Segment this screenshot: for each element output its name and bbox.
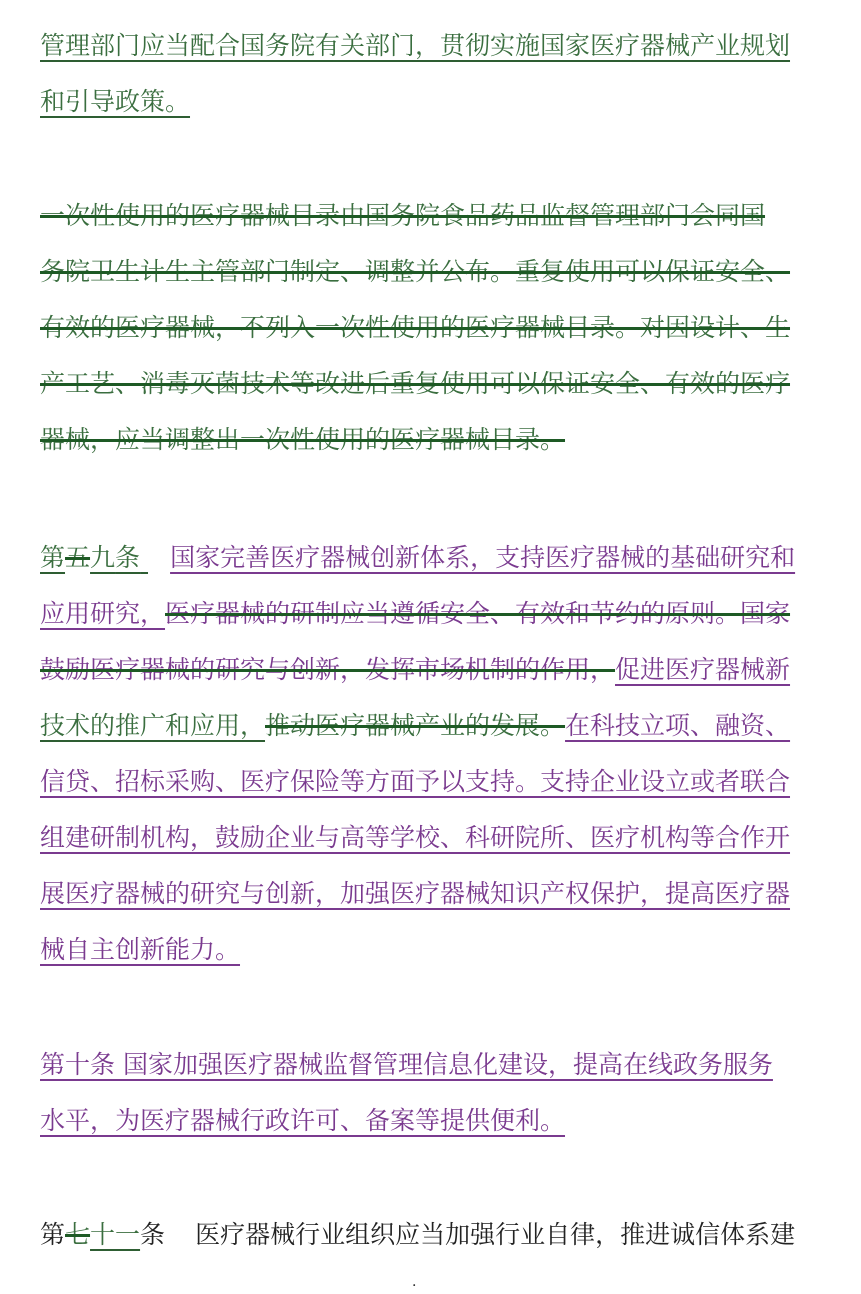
paragraph-article-eleven bbox=[40, 1207, 800, 1263]
page-footer-mark: · bbox=[412, 1278, 417, 1294]
inserted-text: 展医疗器械的研究与创新，加强医疗器械知识产权保护，提高医疗器 bbox=[40, 879, 791, 908]
deleted-article-number: 五 bbox=[65, 543, 91, 572]
deleted-text: 鼓励医疗器械的研究与创新，发挥市场机制的作用， bbox=[40, 655, 616, 684]
article-suffix: 条 bbox=[140, 1220, 166, 1249]
inserted-article-number: 十一 bbox=[90, 1220, 141, 1249]
paragraph-article-innovation bbox=[40, 530, 800, 978]
deleted-text: 有效的医疗器械，不列入一次性使用的医疗器械目录。对因设计、生 bbox=[40, 313, 791, 342]
deleted-text: 推动医疗器械产业的发展。 bbox=[265, 711, 566, 740]
deleted-text: 器械，应当调整出一次性使用的医疗器械目录。 bbox=[40, 425, 566, 454]
article-prefix: 第 bbox=[40, 543, 66, 572]
article-suffix: 条 bbox=[115, 543, 141, 572]
deleted-text: 产工艺、消毒灭菌技术等改进后重复使用可以保证安全、有效的医疗 bbox=[40, 369, 791, 398]
article-gap bbox=[140, 530, 170, 586]
inserted-text: 第十条 国家加强医疗器械监督管理信息化建设，提高在线政务服务 bbox=[40, 1050, 773, 1079]
paragraph-industry-policy bbox=[40, 18, 800, 130]
deleted-text: 医疗器械的研制应当遵循安全、有效和节约的原则。国家 bbox=[165, 599, 791, 628]
inserted-text: 和引导政策。 bbox=[40, 87, 191, 116]
inserted-text: 管理部门应当配合国务院有关部门，贯彻实施国家医疗器械产业规划 bbox=[40, 31, 791, 60]
deleted-text: 一次性使用的医疗器械目录由国务院食品药品监督管理部门会同国 bbox=[40, 201, 766, 230]
inserted-text: 国家完善医疗器械创新体系，支持医疗器械的基础研究和 bbox=[170, 543, 796, 572]
deleted-text: 务院卫生计生主管部门制定、调整并公布。重复使用可以保证安全、 bbox=[40, 257, 791, 286]
inserted-text: 技术的推广和应用， bbox=[40, 711, 266, 740]
body-text: 医疗器械行业组织应当加强行业自律，推进诚信体系建 bbox=[195, 1220, 796, 1249]
inserted-text: 在科技立项、融资、 bbox=[565, 711, 791, 740]
inserted-text: 信贷、招标采购、医疗保险等方面予以支持。支持企业设立或者联合 bbox=[40, 767, 791, 796]
inserted-text: 水平，为医疗器械行政许可、备案等提供便利。 bbox=[40, 1106, 566, 1135]
inserted-text: 应用研究， bbox=[40, 599, 166, 628]
inserted-text: 促进医疗器械新 bbox=[615, 655, 791, 684]
article-prefix: 第 bbox=[40, 1220, 66, 1249]
paragraph-article-ten bbox=[40, 1037, 800, 1149]
inserted-article-number: 九 bbox=[90, 543, 116, 572]
deleted-article-number: 七 bbox=[65, 1220, 91, 1249]
inserted-text: 械自主创新能力。 bbox=[40, 935, 241, 964]
inserted-text: 组建研制机构，鼓励企业与高等学校、科研院所、医疗机构等合作开 bbox=[40, 823, 791, 852]
paragraph-disposable-catalog-deleted bbox=[40, 188, 800, 468]
